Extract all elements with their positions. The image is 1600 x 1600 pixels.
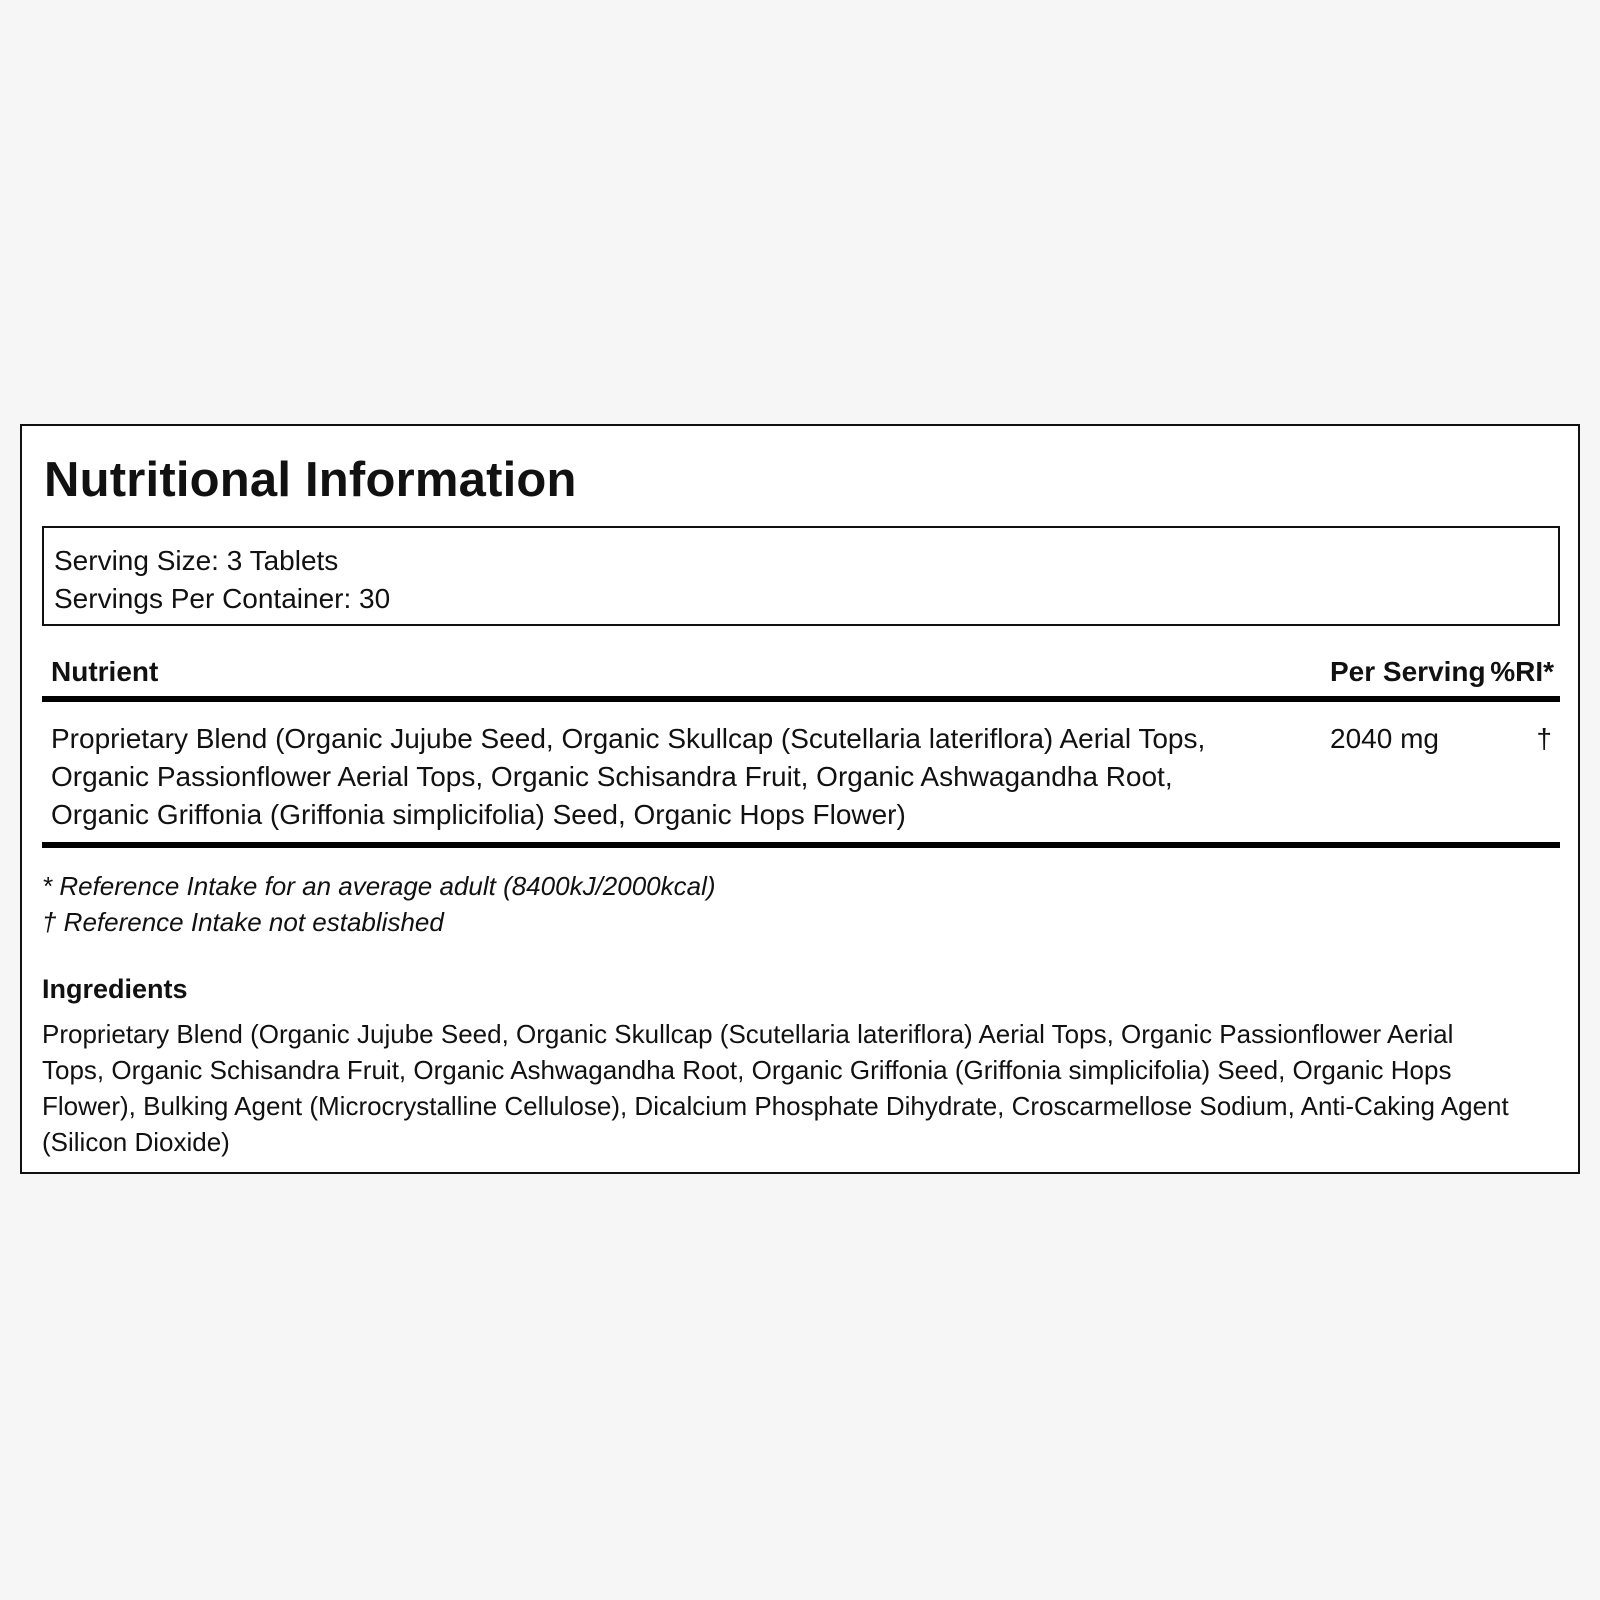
footnote-not-established: † Reference Intake not established	[42, 907, 444, 937]
panel-title: Nutritional Information	[44, 453, 577, 507]
header-per-serving: Per Serving	[1330, 656, 1486, 687]
nutrition-panel	[20, 424, 1580, 1174]
footnotes	[42, 868, 716, 940]
header-nutrient: Nutrient	[51, 656, 159, 687]
footnote-ri: * Reference Intake for an average adult (8400kJ/2000kcal)	[42, 871, 716, 901]
row-per-serving: 2040 mg	[1330, 723, 1439, 754]
row-nutrient: Proprietary Blend (Organic Jujube Seed, Organic Skullcap (Scutellaria lateriflora) Aerial Tops, Organic Passionflower Aerial Tops, Organic Schisandra Fruit, Organic Ashwagandha Root, Organic Griffonia (Griffonia simplicifolia) Seed, Organic Hops Flower)	[51, 723, 1206, 830]
header-ri: %RI*	[1490, 656, 1554, 687]
ingredients-text: Proprietary Blend (Organic Jujube Seed, Organic Skullcap (Scutellaria lateriflora) Aerial Tops, Organic Passionflower Aerial Tops, Organic Schisandra Fruit, Organic Ashwagandha Root, Organic Griffonia (Griffonia simplicifolia) Seed, Organic Hops Flower), Bulking Agent (Microcrystalline Cellulose), Dicalcium Phosphate Dihydrate, Croscarmellose Sodium, Anti-Caking Agent (Silicon Dioxide)	[42, 1019, 1509, 1157]
table-top-rule	[42, 696, 1560, 702]
nutrient-table-header	[42, 652, 1560, 692]
table-row	[42, 720, 1560, 840]
serving-size: Serving Size: 3 Tablets	[54, 545, 339, 576]
ingredients-heading: Ingredients	[42, 974, 188, 1004]
serving-info-box	[42, 526, 1560, 626]
table-bottom-rule	[42, 842, 1560, 848]
servings-per-container: Servings Per Container: 30	[54, 583, 391, 614]
row-ri: †	[1536, 723, 1552, 754]
